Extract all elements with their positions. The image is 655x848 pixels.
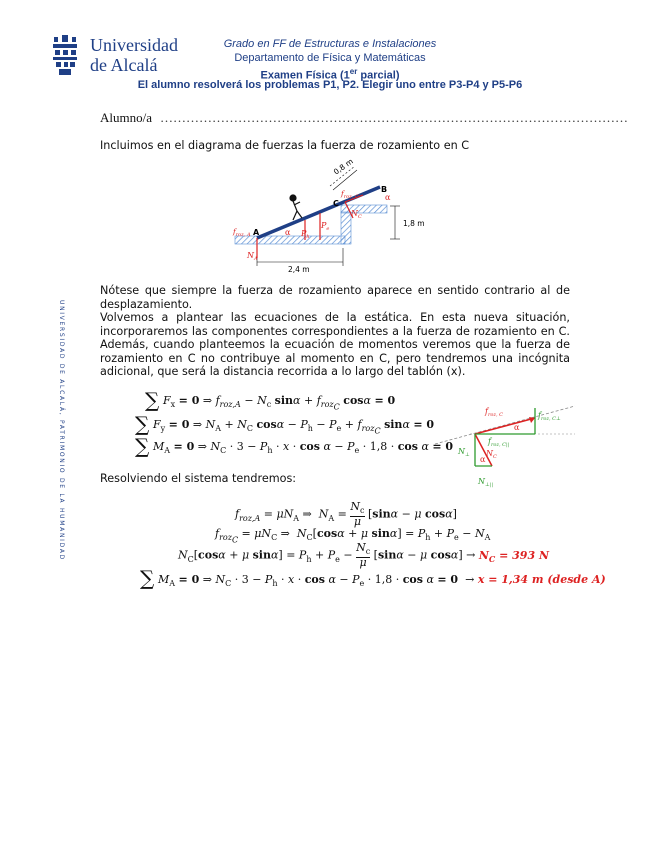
plank-line — [435, 406, 575, 444]
Ph-label: $P_h$ — [301, 229, 310, 240]
exam-instructions: El alumno resolverá los problemas P1, P2. Elegir uno entre P3-P4 y P5-P6 — [137, 79, 523, 91]
eq-sum-ma: $M_A = 0$ ⇒ $N_C \cdot 3 - P_h \cdot x \cdot \cos \alpha - P_e \cdot 1,8 \cdot \cos \alpha = 0$ — [153, 440, 454, 456]
department-title: Departamento de Física y Matemáticas — [234, 52, 426, 64]
exam-title-sup: er — [349, 67, 358, 76]
student-label: Alumno/a — [100, 110, 152, 125]
paragraph-1: Nótese que siempre la fuerza de rozamiento aparece en sentido contrario al de desplazamiento. — [100, 284, 570, 311]
NC-label: $N_C$ — [351, 209, 362, 220]
university-line2: de Alcalá — [90, 55, 158, 75]
dim-top-label: 0,8 m — [331, 156, 355, 177]
sum-symbol-3: ∑ — [135, 434, 150, 458]
alpha-B: α — [385, 193, 391, 202]
froz-C-label: $f_{roz, C}$ — [341, 189, 359, 200]
alpha-1: α — [514, 423, 520, 432]
support-block — [341, 212, 351, 244]
person-icon — [290, 195, 302, 220]
exam-title-end: parcial) — [357, 69, 400, 82]
alpha-2: α — [480, 455, 486, 464]
degree-title: Grado en FF de Estructuras e Instalaciones — [223, 38, 437, 50]
alpha-A: α — [285, 228, 291, 237]
eq-froz-C: $f_{roz_C} = \mu N_C$ ⇒ $N_C[\cos\alpha + \mu$ $\sin\alpha] = P_h + P_e - N_A$ — [215, 527, 491, 545]
university-line1: Universidad — [90, 35, 178, 55]
Pe-label: $P_e$ — [321, 221, 330, 232]
froz-C-perp-label: $f_{roz, C\perp}$ — [538, 411, 561, 422]
side-text: UNIVERSIDAD DE ALCALÁ, PATRIMONIO DE LA HUMANIDAD — [58, 300, 65, 561]
eq-sum-fx: $F_x = 0$ ⇒ $f_{roz,A} - N_c$ $\sin\alpha + f_{roz_C}$ cosα = 0 — [163, 394, 396, 412]
sum-symbol-4: ∑ — [140, 566, 155, 590]
point-C: C — [333, 199, 339, 208]
dim-height-label: 1,8 m — [403, 219, 425, 228]
side-vertical-text — [56, 300, 70, 561]
dim-bottom-label: 2,4 m — [288, 265, 310, 274]
NC-vector-label: $N_C$ — [486, 449, 497, 460]
froz-C-par-label: $f_{roz, C||}$ — [488, 437, 510, 448]
statics-equations — [135, 388, 454, 458]
sum-symbol-1: ∑ — [145, 388, 160, 412]
eq-moment-x: $M_A = 0$ ⇒ $N_C \cdot 3 - P_h \cdot x \cdot \cos \alpha - P_e \cdot 1,8 \cdot \cos \alpha = 0 \to x = 1,34$ m (desde A) — [158, 573, 606, 589]
point-B: B — [381, 185, 388, 194]
university-name — [90, 35, 178, 75]
ground-left — [235, 236, 345, 244]
intro-text: Incluimos en el diagrama de fuerzas la fuerza de rozamiento en C — [100, 139, 470, 152]
student-name-line: ……………………………………………………………………………………………… — [160, 110, 628, 125]
eq-sum-fy: $F_y = 0$ ⇒ $N_A + N_C$ $\cos\alpha - P_h - P_e + f_{roz_C}$ sinα = 0 — [153, 418, 435, 436]
froz-C-vector-label: $f_{roz, C}$ — [485, 407, 504, 418]
resolving-text: Resolviendo el sistema tendremos: — [100, 472, 297, 485]
froz-A-label: $f_{roz, A}$ — [233, 227, 251, 238]
paragraph-2: Volvemos a plantear las ecuaciones de la estática. En esta nueva situación, incorporaremos las componentes correspondientes a la fuerza de rozamiento en C. Además, cuando planteemos la ecuación de momentos veremos que la fuerza de rozamiento en C no contribuye al momento en C, pero tendremos una incógnita adicional, que será la distancia recorrida a lo largo del tablón (x). — [100, 311, 570, 378]
sum-symbol-2: ∑ — [135, 412, 150, 436]
eq-NC-solution: $N_C[\cos\alpha + \mu$ $\sin\alpha] = P_h + P_e$ − $\frac{N_c}{\mu}$ [sinα − μ $\cos\alpha] \to N_C = 393$ N — [178, 541, 550, 570]
eq-froz-A: $f_{roz,A} = \mu N_A$ ⇒ $N_A$ = $\frac{N_c}{\mu}$ [sinα − μ cosα] — [235, 500, 457, 529]
point-A: A — [253, 228, 260, 237]
NC-perp-label: $N_\perp$ — [458, 447, 470, 458]
NA-label: $N_A$ — [247, 251, 258, 262]
exam-title-text: Examen Física (1 — [260, 69, 350, 82]
NC-par-label: $N_{\perp||}$ — [478, 477, 494, 488]
force-diagram — [225, 158, 440, 278]
